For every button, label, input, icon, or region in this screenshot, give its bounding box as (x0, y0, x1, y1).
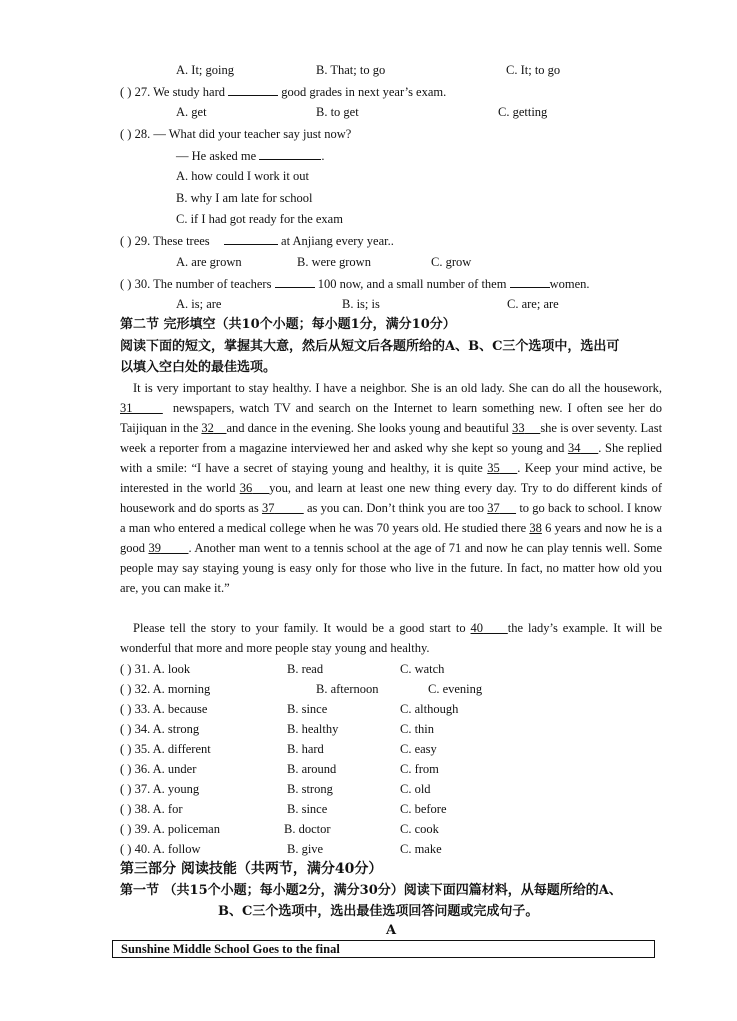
cloze-option-b: B. around (287, 762, 337, 776)
cloze-option-b: B. since (287, 702, 328, 716)
cloze-option-c: C. cook (400, 822, 439, 836)
cloze-option-c: C. easy (400, 742, 437, 756)
cloze-option-a: 34. A. strong (134, 722, 200, 736)
cloze-option-c: C. evening (428, 682, 483, 696)
q27-option-a: A. get (176, 105, 207, 119)
cloze-row-38 (120, 801, 680, 817)
reading-a-title: Sunshine Middle School Goes to the final (121, 942, 340, 956)
passage-text: you, and learn at least one new thing every day. Try to do different kinds of housework and do sports as (120, 481, 663, 515)
blank-34: 34 (567, 441, 581, 455)
cloze-option-a: 37. A. young (134, 782, 200, 796)
passage-text: 6 years and now he is a good (120, 521, 663, 555)
q28-question: 28. — What did your teacher say just now? (134, 127, 352, 141)
q29-option-a: A. are grown (176, 255, 242, 269)
cloze-option-a: 40. A. follow (134, 842, 201, 856)
q29-stem-pre: 29. These trees (134, 234, 210, 248)
reading-a-title-box (112, 940, 655, 958)
cloze-row-35 (120, 741, 680, 757)
cloze-row-39 (120, 821, 680, 837)
q28-option-c: C. if I had got ready for the exam (176, 212, 343, 226)
cloze-row-34 (120, 721, 680, 737)
answer-paren: ( ) (120, 127, 132, 141)
blank-32: 32 (201, 421, 214, 435)
cloze-option-b: B. give (287, 842, 324, 856)
cloze-passage-paragraph-1 (120, 378, 662, 598)
q26-option-b: B. That; to go (316, 63, 386, 77)
blank-39: 39 (148, 541, 161, 555)
passage-text: the lady’s example. It will be wonderful that more and more people stay young and healthy. (120, 621, 663, 655)
section2-instruction-line1: 阅读下面的短文，掌握其大意，然后从短文后各题所给的A、B、C三个选项中，选出可 (120, 339, 620, 354)
section2-title: 第二节 完形填空（共10个小题；每小题1分，满分10分） (120, 317, 456, 332)
cloze-option-a: 35. A. different (134, 742, 211, 756)
q30-stem-mid: 100 now, and a small number of them (317, 277, 507, 291)
passage-text: . She replied with a smile: “I have a secret of staying young and healthy, it is quite (120, 441, 663, 475)
q27-option-c: C. getting (498, 105, 548, 119)
q27-stem-pre: 27. We study hard (134, 85, 225, 99)
answer-paren: ( ) (120, 702, 132, 716)
cloze-option-b: B. doctor (284, 822, 331, 836)
cloze-option-b: B. strong (287, 782, 333, 796)
answer-paren: ( ) (120, 234, 132, 248)
cloze-option-c: C. make (400, 842, 442, 856)
q26-option-c: C. It; to go (506, 63, 561, 77)
blank-35: 35 (487, 461, 500, 475)
answer-paren: ( ) (120, 682, 132, 696)
passage-text: newspapers, watch TV and search on the Internet to learn something new. I often see her do Taijiquan in the (120, 401, 663, 435)
part3-section1-line1: 第一节 （共15个小题；每小题2分，满分30分）阅读下面四篇材料，从每题所给的A、 (120, 883, 622, 898)
q28-option-b: B. why I am late for school (176, 191, 313, 205)
answer-paren: ( ) (120, 722, 132, 736)
cloze-option-c: C. although (400, 702, 459, 716)
blank-40: 40 (470, 621, 484, 635)
q30-option-a: A. is; are (176, 297, 222, 311)
cloze-option-b: B. read (287, 662, 324, 676)
cloze-option-a: 38. A. for (134, 802, 183, 816)
answer-paren: ( ) (120, 277, 132, 291)
cloze-option-b: B. since (287, 802, 328, 816)
cloze-option-b: B. healthy (287, 722, 339, 736)
q26-option-a: A. It; going (176, 63, 234, 77)
cloze-option-c: C. watch (400, 662, 445, 676)
q27-stem (120, 83, 446, 100)
cloze-row-31 (120, 661, 680, 677)
cloze-row-37 (120, 781, 680, 797)
passage-text: . Another man went to a tennis school at the age of 71 and now he can play tennis well. Some people may say staying young is easy only for those who live in the future. In fact, no matter how old you are, you can make it.” (120, 541, 663, 595)
answer-paren: ( ) (120, 782, 132, 796)
section2-instruction-line2: 以填入空白处的最佳选项。 (120, 360, 277, 375)
q27-stem-post: good grades in next year’s exam. (281, 85, 447, 99)
cloze-option-c: C. old (400, 782, 431, 796)
answer-paren: ( ) (120, 762, 132, 776)
cloze-row-32 (120, 681, 680, 697)
cloze-option-c: C. before (400, 802, 447, 816)
q28-reply-end: . (321, 149, 325, 163)
passage-text: Please tell the story to your family. It would be a good start to (133, 621, 466, 635)
answer-paren: ( ) (120, 85, 132, 99)
passage-text: as you can. Don’t think you are too (307, 501, 485, 515)
blank-37: 37 (261, 501, 275, 515)
passage-text: and dance in the evening. She looks young and beautiful (226, 421, 510, 435)
q30-stem-pre: 30. The number of teachers (134, 277, 272, 291)
answer-paren: ( ) (120, 822, 132, 836)
blank-38: 38 (529, 521, 542, 535)
cloze-option-b: B. hard (287, 742, 324, 756)
answer-paren: ( ) (120, 662, 132, 676)
cloze-option-c: C. thin (400, 722, 435, 736)
q29-option-b: B. were grown (297, 255, 371, 269)
answer-blank (275, 275, 315, 288)
cloze-row-40 (120, 841, 680, 857)
cloze-option-a: 33. A. because (134, 702, 208, 716)
blank-36: 36 (239, 481, 253, 495)
part3-section1-line2: B、C三个选项中，选出最佳选项回答问题或完成句子。 (218, 904, 539, 919)
blank-33: 33 (512, 421, 525, 435)
answer-blank (259, 147, 321, 160)
passage-text: It is very important to stay healthy. I have a neighbor. She is an old lady. She can do all the housework, (133, 381, 662, 395)
q29-stem (120, 232, 394, 249)
answer-paren: ( ) (120, 842, 132, 856)
cloze-option-b: B. afternoon (316, 682, 379, 696)
blank-37-second: 37 (487, 501, 500, 515)
answer-blank (224, 232, 278, 245)
reading-label-a: A (386, 923, 397, 938)
cloze-option-c: C. from (400, 762, 439, 776)
answer-paren: ( ) (120, 802, 132, 816)
q28-option-a: A. how could I work it out (176, 169, 309, 183)
passage-text: to go back to school. I know a man who entered a medical college when he was 70 years old. He studied there (120, 501, 663, 535)
cloze-row-36 (120, 761, 680, 777)
q28-reply-text: — He asked me (176, 149, 257, 163)
cloze-row-33 (120, 701, 680, 717)
cloze-passage-paragraph-2 (120, 618, 662, 658)
cloze-option-a: 39. A. policeman (134, 822, 220, 836)
cloze-option-a: 36. A. under (134, 762, 197, 776)
q30-option-c: C. are; are (507, 297, 559, 311)
q29-stem-post: at Anjiang every year.. (281, 234, 394, 248)
answer-paren: ( ) (120, 742, 132, 756)
passage-text: she is over seventy. Last week a reporter from a magazine interviewed her and asked why she kept so young and (120, 421, 663, 455)
q29-option-c: C. grow (431, 255, 472, 269)
q28-reply (176, 147, 324, 164)
passage-text: . Keep your mind active, be interested in the world (120, 461, 663, 495)
q30-option-b: B. is; is (342, 297, 380, 311)
blank-31: 31 (120, 401, 133, 415)
answer-blank (510, 275, 550, 288)
cloze-option-a: 31. A. look (134, 662, 191, 676)
q27-option-b: B. to get (316, 105, 359, 119)
cloze-option-a: 32. A. morning (134, 682, 211, 696)
part3-title: 第三部分 阅读技能（共两节，满分40分） (120, 861, 383, 877)
q30-stem (120, 275, 590, 292)
q28-stem (120, 126, 351, 142)
answer-blank (228, 83, 278, 96)
q30-stem-post: women. (549, 277, 590, 291)
